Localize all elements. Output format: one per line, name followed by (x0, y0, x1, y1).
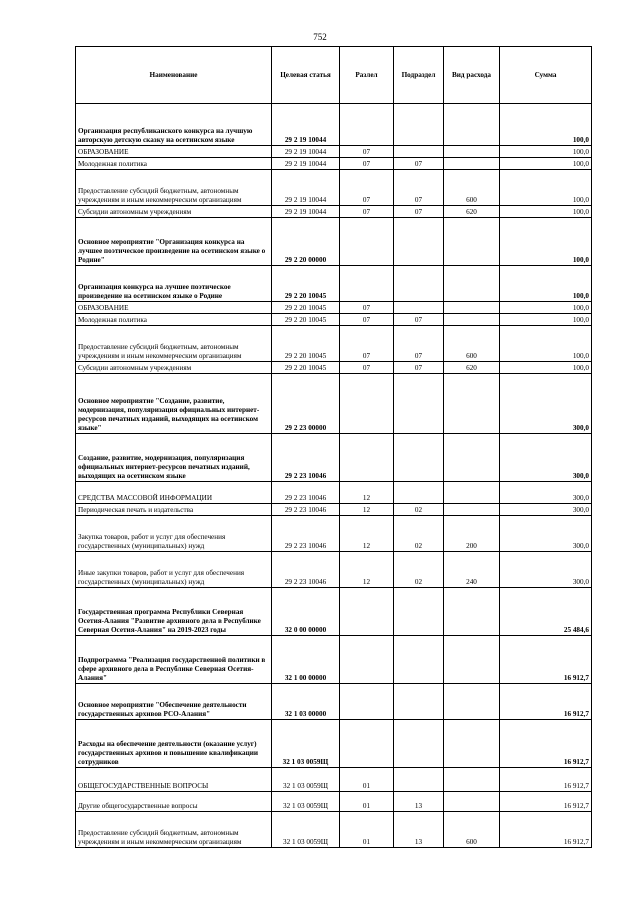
row-name-cell: Основное мероприятие "Организация конкурса на лучшее поэтическое произведение на осетинском языке о Родине" (76, 218, 272, 266)
row-section-cell (340, 720, 394, 768)
row-sum-cell: 100,0 (500, 302, 592, 314)
row-target-article-cell: 32 1 03 0059Щ (272, 812, 340, 848)
row-sum-cell: 16 912,7 (500, 812, 592, 848)
row-subsection-cell (394, 218, 444, 266)
row-section-cell (340, 374, 394, 434)
table-row (76, 158, 592, 170)
header-section: Разлел (340, 47, 394, 104)
table-row (76, 434, 592, 482)
table-header-row (76, 47, 592, 104)
row-expense-type-cell (444, 636, 500, 684)
header-target-article: Целевая статья (272, 47, 340, 104)
row-sum-cell: 16 912,7 (500, 720, 592, 768)
row-name-cell: Иные закупки товаров, работ и услуг для обеспечения государственных (муниципальных) нужд (76, 552, 272, 588)
table-row (76, 218, 592, 266)
row-section-cell: 07 (340, 302, 394, 314)
row-name-cell: Основное мероприятие "Создание, развитие, модернизация, популяризация официальных интернет-ресурсов печатных изданий, выходящих на осетинском языке" (76, 374, 272, 434)
row-section-cell (340, 636, 394, 684)
row-name-cell: Организация конкурса на лучшее поэтическое произведение на осетинском языке о Родине (76, 266, 272, 302)
row-subsection-cell (394, 720, 444, 768)
row-name-cell: ОБРАЗОВАНИЕ (76, 146, 272, 158)
row-sum-cell: 16 912,7 (500, 636, 592, 684)
table-row (76, 588, 592, 636)
row-expense-type-cell: 620 (444, 206, 500, 218)
row-expense-type-cell (444, 768, 500, 792)
row-section-cell (340, 684, 394, 720)
row-target-article-cell: 29 2 20 10045 (272, 314, 340, 326)
header-expense-type: Вид расхода (444, 47, 500, 104)
table-row (76, 552, 592, 588)
row-section-cell (340, 218, 394, 266)
row-sum-cell: 300,0 (500, 434, 592, 482)
table-row (76, 768, 592, 792)
row-expense-type-cell: 240 (444, 552, 500, 588)
row-target-article-cell: 32 1 03 0059Щ (272, 792, 340, 812)
row-subsection-cell (394, 104, 444, 146)
row-target-article-cell: 29 2 23 10046 (272, 516, 340, 552)
row-sum-cell: 16 912,7 (500, 768, 592, 792)
table-row (76, 516, 592, 552)
row-section-cell: 07 (340, 158, 394, 170)
row-name-cell: Расходы на обеспечение деятельности (оказание услуг) государственных архивов и повышение квалификации сотрудников (76, 720, 272, 768)
row-target-article-cell: 29 2 20 10045 (272, 302, 340, 314)
row-sum-cell: 100,0 (500, 326, 592, 362)
table-body (76, 104, 592, 848)
row-target-article-cell: 32 1 00 00000 (272, 636, 340, 684)
table-row (76, 374, 592, 434)
row-section-cell: 12 (340, 552, 394, 588)
row-name-cell: СРЕДСТВА МАССОВОЙ ИНФОРМАЦИИ (76, 482, 272, 504)
row-name-cell: Основное мероприятие "Обеспечение деятельности государственных архивов РСО-Алания" (76, 684, 272, 720)
table-row (76, 504, 592, 516)
row-subsection-cell (394, 482, 444, 504)
row-expense-type-cell (444, 482, 500, 504)
row-subsection-cell (394, 768, 444, 792)
row-sum-cell: 16 912,7 (500, 684, 592, 720)
row-target-article-cell: 32 1 03 00000 (272, 684, 340, 720)
row-subsection-cell: 07 (394, 326, 444, 362)
row-expense-type-cell (444, 434, 500, 482)
table-row (76, 146, 592, 158)
row-section-cell: 07 (340, 170, 394, 206)
page-number: 752 (313, 32, 327, 42)
row-subsection-cell (394, 636, 444, 684)
row-subsection-cell: 13 (394, 792, 444, 812)
row-sum-cell: 25 484,6 (500, 588, 592, 636)
row-expense-type-cell: 620 (444, 362, 500, 374)
table-row (76, 812, 592, 848)
row-sum-cell: 100,0 (500, 206, 592, 218)
row-expense-type-cell (444, 158, 500, 170)
row-section-cell: 07 (340, 314, 394, 326)
row-expense-type-cell (444, 792, 500, 812)
row-expense-type-cell (444, 104, 500, 146)
row-target-article-cell: 29 2 23 10046 (272, 552, 340, 588)
table-row (76, 266, 592, 302)
row-expense-type-cell (444, 374, 500, 434)
row-expense-type-cell: 600 (444, 170, 500, 206)
row-sum-cell: 100,0 (500, 158, 592, 170)
row-expense-type-cell (444, 684, 500, 720)
table-row (76, 326, 592, 362)
row-name-cell: Субсидии автономным учреждениям (76, 206, 272, 218)
row-name-cell: Субсидии автономным учреждениям (76, 362, 272, 374)
row-expense-type-cell (444, 504, 500, 516)
row-expense-type-cell (444, 720, 500, 768)
row-subsection-cell: 07 (394, 314, 444, 326)
row-sum-cell: 300,0 (500, 516, 592, 552)
row-section-cell: 07 (340, 362, 394, 374)
row-expense-type-cell: 600 (444, 326, 500, 362)
row-section-cell (340, 434, 394, 482)
row-section-cell: 07 (340, 146, 394, 158)
table-row (76, 720, 592, 768)
row-name-cell: Молодежная политика (76, 314, 272, 326)
row-target-article-cell: 29 2 20 10045 (272, 326, 340, 362)
row-section-cell: 07 (340, 206, 394, 218)
row-name-cell: Подпрограмма "Реализация государственной политики в сфере архивного дела в Республике Северная Осетия-Алания" (76, 636, 272, 684)
row-target-article-cell: 29 2 19 10044 (272, 146, 340, 158)
row-name-cell: Предоставление субсидий бюджетным, автономным учреждениям и иным некоммерческим организациям (76, 812, 272, 848)
table-row (76, 104, 592, 146)
row-target-article-cell: 29 2 20 00000 (272, 218, 340, 266)
row-subsection-cell (394, 374, 444, 434)
row-sum-cell: 100,0 (500, 218, 592, 266)
table-row (76, 170, 592, 206)
row-section-cell: 01 (340, 812, 394, 848)
row-subsection-cell (394, 434, 444, 482)
row-subsection-cell (394, 588, 444, 636)
table-row (76, 362, 592, 374)
row-sum-cell: 300,0 (500, 482, 592, 504)
table-row (76, 314, 592, 326)
budget-table (75, 46, 592, 848)
row-expense-type-cell (444, 588, 500, 636)
row-section-cell: 07 (340, 326, 394, 362)
row-sum-cell: 100,0 (500, 314, 592, 326)
row-target-article-cell: 29 2 20 10045 (272, 362, 340, 374)
row-target-article-cell: 29 2 19 10044 (272, 104, 340, 146)
row-subsection-cell (394, 302, 444, 314)
row-expense-type-cell (444, 218, 500, 266)
row-section-cell (340, 588, 394, 636)
row-name-cell: Предоставление субсидий бюджетным, автономным учреждениям и иным некоммерческим организациям (76, 170, 272, 206)
row-sum-cell: 300,0 (500, 504, 592, 516)
row-subsection-cell: 13 (394, 812, 444, 848)
row-subsection-cell: 02 (394, 552, 444, 588)
row-target-article-cell: 29 2 20 10045 (272, 266, 340, 302)
row-target-article-cell: 29 2 23 00000 (272, 374, 340, 434)
table-row (76, 302, 592, 314)
row-sum-cell: 100,0 (500, 170, 592, 206)
row-target-article-cell: 32 1 03 0059Щ (272, 768, 340, 792)
row-subsection-cell: 07 (394, 170, 444, 206)
row-section-cell (340, 104, 394, 146)
row-target-article-cell: 32 0 00 00000 (272, 588, 340, 636)
row-sum-cell: 100,0 (500, 266, 592, 302)
row-subsection-cell (394, 684, 444, 720)
row-expense-type-cell (444, 314, 500, 326)
row-section-cell: 12 (340, 482, 394, 504)
row-target-article-cell: 29 2 23 10046 (272, 482, 340, 504)
row-target-article-cell: 29 2 19 10044 (272, 158, 340, 170)
row-section-cell: 12 (340, 516, 394, 552)
row-expense-type-cell: 200 (444, 516, 500, 552)
row-expense-type-cell: 600 (444, 812, 500, 848)
row-name-cell: Периодическая печать и издательства (76, 504, 272, 516)
row-section-cell: 01 (340, 792, 394, 812)
row-name-cell: Молодежная политика (76, 158, 272, 170)
row-name-cell: Организация республиканского конкурса на лучшую авторскую детскую сказку на осетинском языке (76, 104, 272, 146)
row-name-cell: Другие общегосударственные вопросы (76, 792, 272, 812)
row-name-cell: ОБЩЕГОСУДАРСТВЕННЫЕ ВОПРОСЫ (76, 768, 272, 792)
table-row (76, 792, 592, 812)
row-name-cell: Государственная программа Республики Северная Осетия-Алания "Развитие архивного дела в Республике Северная Осетия-Алания" на 2019-2023 годы (76, 588, 272, 636)
row-target-article-cell: 29 2 23 10046 (272, 504, 340, 516)
row-sum-cell: 300,0 (500, 374, 592, 434)
row-section-cell (340, 266, 394, 302)
table-row (76, 636, 592, 684)
header-sum: Сумма (500, 47, 592, 104)
row-subsection-cell: 07 (394, 362, 444, 374)
row-target-article-cell: 29 2 19 10044 (272, 206, 340, 218)
row-section-cell: 01 (340, 768, 394, 792)
row-subsection-cell: 02 (394, 516, 444, 552)
row-subsection-cell: 07 (394, 158, 444, 170)
table-row (76, 482, 592, 504)
row-expense-type-cell (444, 302, 500, 314)
row-section-cell: 12 (340, 504, 394, 516)
header-name: Наименование (76, 47, 272, 104)
row-name-cell: Создание, развитие, модернизация, популяризация официальных интернет-ресурсов печатных изданий, выходящих на осетинском языке (76, 434, 272, 482)
row-subsection-cell (394, 146, 444, 158)
header-subsection: Подраздел (394, 47, 444, 104)
row-subsection-cell: 02 (394, 504, 444, 516)
row-target-article-cell: 29 2 23 10046 (272, 434, 340, 482)
row-subsection-cell: 07 (394, 206, 444, 218)
row-name-cell: ОБРАЗОВАНИЕ (76, 302, 272, 314)
row-subsection-cell (394, 266, 444, 302)
row-name-cell: Закупка товаров, работ и услуг для обеспечения государственных (муниципальных) нужд (76, 516, 272, 552)
row-sum-cell: 100,0 (500, 104, 592, 146)
row-sum-cell: 16 912,7 (500, 792, 592, 812)
row-target-article-cell: 29 2 19 10044 (272, 170, 340, 206)
row-sum-cell: 300,0 (500, 552, 592, 588)
row-name-cell: Предоставление субсидий бюджетным, автономным учреждениям и иным некоммерческим организациям (76, 326, 272, 362)
row-sum-cell: 100,0 (500, 362, 592, 374)
table-row (76, 684, 592, 720)
row-expense-type-cell (444, 146, 500, 158)
row-expense-type-cell (444, 266, 500, 302)
row-sum-cell: 100,0 (500, 146, 592, 158)
row-target-article-cell: 32 1 03 0059Щ (272, 720, 340, 768)
table-row (76, 206, 592, 218)
